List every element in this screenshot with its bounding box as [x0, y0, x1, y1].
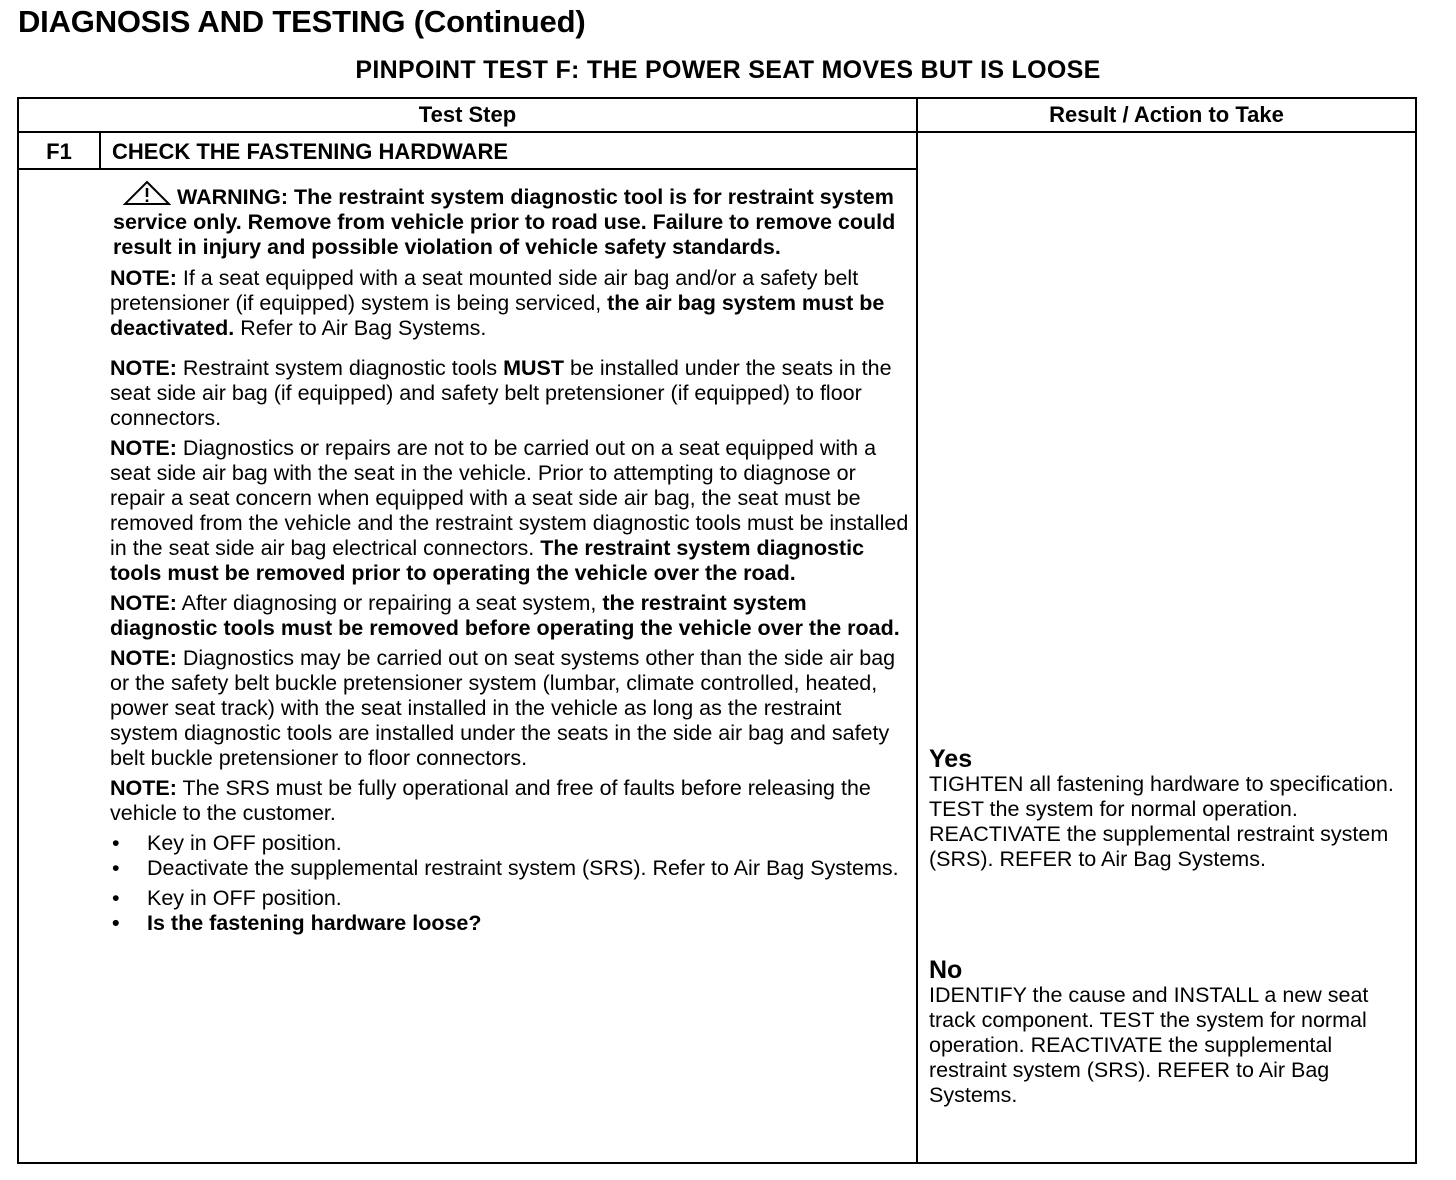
column-header-test-step: Test Step: [418, 102, 517, 127]
result-yes-action: TIGHTEN all fastening hardware to specification. TEST the system for normal operation. REACTIVATE the supplemental restraint system (SRS). REFER to Air Bag Systems.: [929, 772, 1394, 871]
note-other-seat-systems: NOTE: Diagnostics may be carried out on seat systems other than the side air bag or the safety belt buckle pretensioner system (lumbar, climate controlled, heated, power seat track) with the seat installed in the vehicle as long as the restraint system diagnostic tools are installed under the seats in the side air bag and safety belt buckle pretensioner to floor connectors.: [110, 646, 896, 770]
page-title: DIAGNOSIS AND TESTING (Continued): [18, 4, 586, 39]
note-srs-operational: NOTE: The SRS must be fully operational and free of faults before releasing the vehicle to the customer.: [110, 776, 871, 825]
note-diagnostics-repairs: NOTE: Diagnostics or repairs are not to be carried out on a seat equipped with a seat side air bag with the seat in the vehicle. Prior to attempting to diagnose or repair a seat concern when equipped with a seat side air bag, the seat must be removed from the vehicle and the restraint system diagnostic tools must be installed in the seat side air bag electrical connectors. The restraint system diagnostic tools must be removed prior to operating the vehicle over the road.: [110, 436, 909, 585]
result-no-label: No: [929, 956, 963, 984]
column-divider: [916, 97, 918, 1164]
list-item-question: • Is the fastening hardware loose?: [112, 911, 482, 935]
header-divider: [17, 131, 1417, 133]
list-item: • Deactivate the supplemental restraint system (SRS). Refer to Air Bag Systems.: [112, 856, 899, 880]
list-item: • Key in OFF position.: [112, 886, 342, 910]
note-diagnostic-tools: NOTE: Restraint system diagnostic tools MUST be installed under the seats in the seat side air bag (if equipped) and safety belt pretensioner (if equipped) to floor connectors.: [110, 356, 892, 430]
step-row-divider: [17, 168, 918, 170]
note-after-diagnosing: NOTE: After diagnosing or repairing a seat system, the restraint system diagnostic tools must be removed before operating the vehicle over the road.: [110, 591, 900, 640]
warning-triangle-icon: [123, 180, 171, 206]
column-header-result: Result / Action to Take: [1049, 102, 1284, 127]
step-id: F1: [46, 139, 72, 164]
test-step-content: [110, 180, 910, 936]
pinpoint-test-title: PINPOINT TEST F: THE POWER SEAT MOVES BUT IS LOOSE: [355, 56, 1101, 84]
result-yes: [929, 746, 1409, 872]
step-id-divider: [99, 131, 101, 169]
result-no: [929, 957, 1409, 1108]
step-title: CHECK THE FASTENING HARDWARE: [112, 139, 509, 164]
warning-text: WARNING: The restraint system diagnostic tool is for restraint system service only. Remove from vehicle prior to road use. Failure to remove could result in injury and possible violation of vehicle safety standards.: [110, 180, 910, 260]
result-yes-label: Yes: [929, 745, 973, 773]
result-no-action: IDENTIFY the cause and INSTALL a new seat track component. TEST the system for normal operation. REACTIVATE the supplemental restraint system (SRS). REFER to Air Bag Systems.: [929, 983, 1369, 1107]
note-seat-air-bag: NOTE: If a seat equipped with a seat mounted side air bag and/or a safety belt pretensioner (if equipped) system is being serviced, the air bag system must be deactivated. Refer to Air Bag Systems.: [110, 266, 885, 340]
list-item: • Key in OFF position.: [112, 831, 342, 855]
